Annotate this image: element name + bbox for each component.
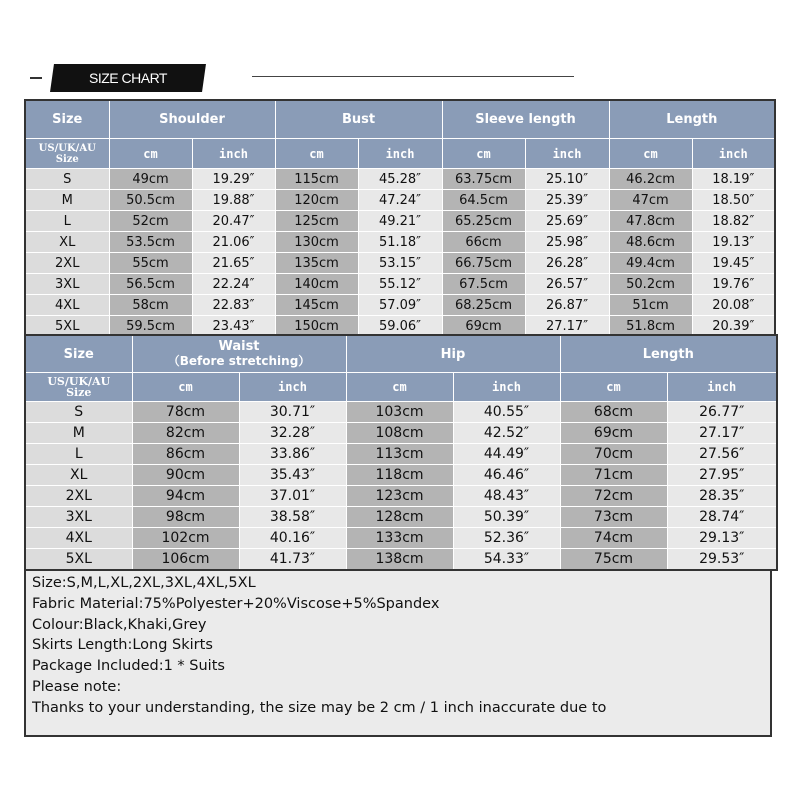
top-table-unit-row [25,139,775,169]
inch-value-cell: 29.13″ [667,528,777,549]
inch-value-cell: 21.06″ [192,232,275,253]
unit-cm: cm [275,139,358,169]
size-chart-title: SIZE CHART [89,70,167,86]
table-row [25,486,777,507]
inch-value-cell: 52.36″ [453,528,560,549]
waist-header [132,335,346,373]
cm-value-cell: 78cm [132,402,239,423]
cm-value-cell: 102cm [132,528,239,549]
inch-value-cell: 40.55″ [453,402,560,423]
cm-value-cell: 123cm [346,486,453,507]
size-cell: M [25,190,109,211]
size-cell: 2XL [25,486,132,507]
cm-value-cell: 118cm [346,465,453,486]
unit-inch: inch [453,373,560,402]
cm-value-cell: 133cm [346,528,453,549]
inch-value-cell: 25.10″ [525,169,609,190]
size-cell: 5XL [25,549,132,571]
table-row [25,465,777,486]
cm-value-cell: 73cm [560,507,667,528]
inch-value-cell: 23.43″ [192,316,275,338]
cm-value-cell: 66cm [442,232,525,253]
size-cell: 3XL [25,274,109,295]
cm-value-cell: 58cm [109,295,192,316]
size-cell: 2XL [25,253,109,274]
inch-value-cell: 18.82″ [692,211,775,232]
unit-cm: cm [132,373,239,402]
inch-value-cell: 51.18″ [358,232,442,253]
table-row [25,295,775,316]
size-region-label: US/UK/AU [47,375,111,388]
size-cell: L [25,211,109,232]
cm-value-cell: 128cm [346,507,453,528]
cm-value-cell: 56.5cm [109,274,192,295]
inch-value-cell: 46.46″ [453,465,560,486]
info-line: Thanks to your understanding, the size may be 2 cm / 1 inch inaccurate due to [32,699,607,716]
inch-value-cell: 19.29″ [192,169,275,190]
inch-value-cell: 40.16″ [239,528,346,549]
info-line: Fabric Material:75%Polyester+20%Viscose+5%Spandex [32,595,440,612]
inch-value-cell: 50.39″ [453,507,560,528]
size-cell: 4XL [25,295,109,316]
inch-value-cell: 26.57″ [525,274,609,295]
table-row [25,549,777,571]
cm-value-cell: 68cm [560,402,667,423]
cm-value-cell: 52cm [109,211,192,232]
inch-value-cell: 27.17″ [525,316,609,338]
cm-value-cell: 68.25cm [442,295,525,316]
cm-value-cell: 135cm [275,253,358,274]
size-region-sub: Size [55,153,79,165]
cm-value-cell: 75cm [560,549,667,571]
cm-value-cell: 71cm [560,465,667,486]
cm-value-cell: 49.4cm [609,253,692,274]
cm-value-cell: 74cm [560,528,667,549]
inch-value-cell: 49.21″ [358,211,442,232]
top-size-table [24,99,776,338]
cm-value-cell: 46.2cm [609,169,692,190]
bottom-length-header: Length [560,335,777,373]
cm-value-cell: 66.75cm [442,253,525,274]
cm-value-cell: 115cm [275,169,358,190]
cm-value-cell: 65.25cm [442,211,525,232]
unit-cm: cm [560,373,667,402]
table-row [25,211,775,232]
cm-value-cell: 47.8cm [609,211,692,232]
inch-value-cell: 27.95″ [667,465,777,486]
bottom-size-header: Size [25,335,132,373]
table-row [25,274,775,295]
top-table-body [25,169,775,338]
inch-value-cell: 20.47″ [192,211,275,232]
cm-value-cell: 140cm [275,274,358,295]
cm-value-cell: 53.5cm [109,232,192,253]
inch-value-cell: 19.76″ [692,274,775,295]
unit-inch: inch [525,139,609,169]
table-row [25,232,775,253]
inch-value-cell: 45.28″ [358,169,442,190]
unit-inch: inch [358,139,442,169]
cm-value-cell: 59.5cm [109,316,192,338]
inch-value-cell: 19.88″ [192,190,275,211]
inch-value-cell: 28.74″ [667,507,777,528]
size-cell: 4XL [25,528,132,549]
inch-value-cell: 26.87″ [525,295,609,316]
size-region-sub: Size [66,386,92,399]
cm-value-cell: 90cm [132,465,239,486]
inch-value-cell: 22.83″ [192,295,275,316]
cm-value-cell: 49cm [109,169,192,190]
inch-value-cell: 27.17″ [667,423,777,444]
info-line: Skirts Length:Long Skirts [32,637,213,654]
table-row [25,423,777,444]
cm-value-cell: 55cm [109,253,192,274]
size-cell: M [25,423,132,444]
table-row [25,253,775,274]
cm-value-cell: 130cm [275,232,358,253]
inch-value-cell: 54.33″ [453,549,560,571]
bottom-table-group-header-row [25,335,777,373]
top-table-group-header-row [25,100,775,139]
table-row [25,528,777,549]
inch-value-cell: 25.69″ [525,211,609,232]
cm-value-cell: 94cm [132,486,239,507]
inch-value-cell: 47.24″ [358,190,442,211]
inch-value-cell: 41.73″ [239,549,346,571]
inch-value-cell: 18.19″ [692,169,775,190]
cm-value-cell: 70cm [560,444,667,465]
cm-value-cell: 113cm [346,444,453,465]
cm-value-cell: 64.5cm [442,190,525,211]
info-line: Size:S,M,L,XL,2XL,3XL,4XL,5XL [32,575,256,591]
inch-value-cell: 21.65″ [192,253,275,274]
table-row [25,169,775,190]
cm-value-cell: 125cm [275,211,358,232]
inch-value-cell: 32.28″ [239,423,346,444]
table-row [25,190,775,211]
cm-value-cell: 69cm [560,423,667,444]
inch-value-cell: 42.52″ [453,423,560,444]
inch-value-cell: 22.24″ [192,274,275,295]
bottom-table-unit-row [25,373,777,402]
info-line: Package Included:1 * Suits [32,658,225,675]
inch-value-cell: 55.12″ [358,274,442,295]
unit-inch: inch [692,139,775,169]
cm-value-cell: 82cm [132,423,239,444]
cm-value-cell: 86cm [132,444,239,465]
cm-value-cell: 106cm [132,549,239,571]
size-cell: L [25,444,132,465]
inch-value-cell: 27.56″ [667,444,777,465]
header-dash [30,77,42,79]
inch-value-cell: 59.06″ [358,316,442,338]
unit-cm: cm [109,139,192,169]
cm-value-cell: 51cm [609,295,692,316]
bottom-size-region-header [25,373,132,402]
size-chart-header [0,60,800,96]
product-info-box [24,569,772,737]
cm-value-cell: 67.5cm [442,274,525,295]
hip-header: Hip [346,335,560,373]
inch-value-cell: 48.43″ [453,486,560,507]
inch-value-cell: 35.43″ [239,465,346,486]
inch-value-cell: 26.77″ [667,402,777,423]
size-cell: S [25,402,132,423]
inch-value-cell: 30.71″ [239,402,346,423]
cm-value-cell: 72cm [560,486,667,507]
table-row [25,444,777,465]
cm-value-cell: 120cm [275,190,358,211]
top-size-region-header [25,139,109,169]
size-cell: XL [25,465,132,486]
info-line: Colour:Black,Khaki,Grey [32,616,207,633]
unit-cm: cm [609,139,692,169]
inch-value-cell: 25.39″ [525,190,609,211]
size-cell: 3XL [25,507,132,528]
cm-value-cell: 138cm [346,549,453,571]
inch-value-cell: 38.58″ [239,507,346,528]
sleeve-length-header: Sleeve length [442,100,609,139]
cm-value-cell: 48.6cm [609,232,692,253]
size-cell: XL [25,232,109,253]
size-chart-title-tab [50,64,206,92]
unit-inch: inch [239,373,346,402]
inch-value-cell: 25.98″ [525,232,609,253]
cm-value-cell: 108cm [346,423,453,444]
inch-value-cell: 19.13″ [692,232,775,253]
bottom-table-body [25,402,777,571]
unit-inch: inch [667,373,777,402]
inch-value-cell: 37.01″ [239,486,346,507]
cm-value-cell: 47cm [609,190,692,211]
unit-cm: cm [442,139,525,169]
inch-value-cell: 20.08″ [692,295,775,316]
cm-value-cell: 69cm [442,316,525,338]
inch-value-cell: 44.49″ [453,444,560,465]
bottom-size-table [24,334,778,571]
inch-value-cell: 26.28″ [525,253,609,274]
inch-value-cell: 33.86″ [239,444,346,465]
waist-title: Waist [218,339,260,354]
cm-value-cell: 145cm [275,295,358,316]
size-cell: 5XL [25,316,109,338]
inch-value-cell: 29.53″ [667,549,777,571]
inch-value-cell: 20.39″ [692,316,775,338]
unit-cm: cm [346,373,453,402]
inch-value-cell: 19.45″ [692,253,775,274]
inch-value-cell: 18.50″ [692,190,775,211]
table-row [25,507,777,528]
size-cell: S [25,169,109,190]
unit-inch: inch [192,139,275,169]
cm-value-cell: 50.5cm [109,190,192,211]
top-length-header: Length [609,100,775,139]
top-size-header: Size [25,100,109,139]
bust-header: Bust [275,100,442,139]
cm-value-cell: 51.8cm [609,316,692,338]
cm-value-cell: 103cm [346,402,453,423]
size-region-label: US/UK/AU [38,142,96,154]
cm-value-cell: 50.2cm [609,274,692,295]
header-rule [252,76,574,77]
cm-value-cell: 63.75cm [442,169,525,190]
inch-value-cell: 57.09″ [358,295,442,316]
waist-subtitle: （Before stretching） [167,354,311,368]
cm-value-cell: 98cm [132,507,239,528]
inch-value-cell: 28.35″ [667,486,777,507]
inch-value-cell: 53.15″ [358,253,442,274]
info-line: Please note: [32,678,122,695]
shoulder-header: Shoulder [109,100,275,139]
cm-value-cell: 150cm [275,316,358,338]
table-row [25,402,777,423]
